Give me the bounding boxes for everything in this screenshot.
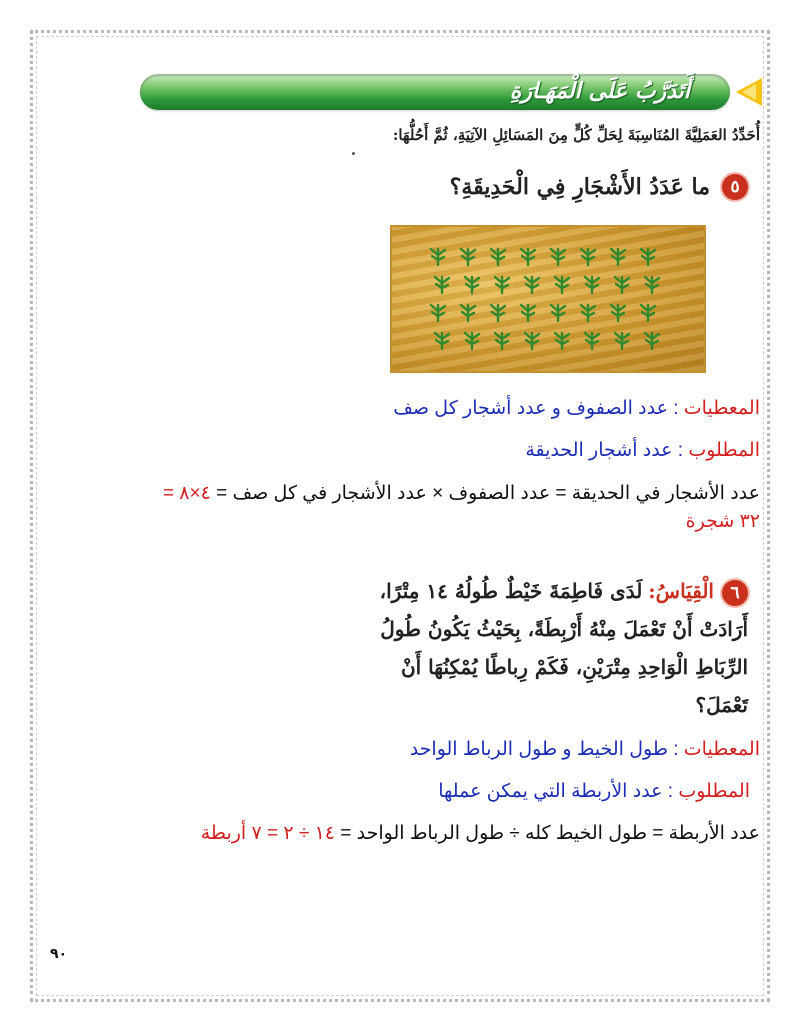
tree-icon xyxy=(431,249,445,265)
q5-solution-expression: ٤×٨ = xyxy=(162,483,211,504)
tree-icon xyxy=(491,249,505,265)
question-5-text: ما عَدَدُ الأَشْجَارِ فِي الْحَدِيقَةِ؟ xyxy=(449,174,710,200)
tree-icon xyxy=(495,333,509,349)
q5-given-line xyxy=(393,397,760,420)
question-6-text-3: الرِّبَاطِ الْوَاحِدِ مِتْرَيْنِ، فَكَمْ رِباطًا يُمْكِنُهَا أَنْ xyxy=(400,655,748,679)
question-6-text-4: تَعْمَلَ؟ xyxy=(695,693,748,717)
tree-icon xyxy=(521,249,535,265)
tree-icon xyxy=(461,305,475,321)
question-5-number-badge: ٥ xyxy=(722,174,748,200)
tree-icon xyxy=(525,333,539,349)
tree-icon xyxy=(615,277,629,293)
tree-icon xyxy=(465,333,479,349)
tree-icon xyxy=(555,333,569,349)
tree-icon xyxy=(585,277,599,293)
q6-solution-line xyxy=(201,822,760,845)
question-6-label: الْقِيَاسُ: xyxy=(648,579,714,603)
q6-solution-text: عدد الأربطة = طول الخيط كله ÷ طول الرباط الواحد = xyxy=(335,823,760,844)
q5-solution-line xyxy=(163,482,760,505)
tree-icon xyxy=(525,277,539,293)
q5-required-line xyxy=(525,439,760,462)
q5-required-label: المطلوب xyxy=(688,440,760,461)
tree-icon xyxy=(465,277,479,293)
tree-icon xyxy=(555,277,569,293)
question-6-text-1: لَدَى فَاطِمَةَ خَيْطٌ طُولُهُ ١٤ مِتْرًا، xyxy=(379,579,643,603)
banner-arrow-highlight xyxy=(742,84,756,100)
tree-icon xyxy=(431,305,445,321)
tree-icon xyxy=(645,333,659,349)
instruction-text: أُحَدِّدُ العَمَلِيَّةَ المُنَاسِبَةَ لِحَلِّ كُلٍّ مِنَ المَسَائِلِ الآتِيَةِ، ثُمَّ أَحُلُّهَا: xyxy=(392,126,760,144)
tree-icon xyxy=(521,305,535,321)
skill-practice-banner xyxy=(140,74,762,112)
tree-icon xyxy=(435,333,449,349)
tree-icon xyxy=(615,333,629,349)
q5-required-text: : عدد أشجار الحديقة xyxy=(525,440,689,461)
tree-icon xyxy=(495,277,509,293)
tree-icon xyxy=(611,249,625,265)
tree-icon xyxy=(645,277,659,293)
tree-icon xyxy=(461,249,475,265)
q6-required-label: المطلوب xyxy=(678,781,750,802)
garden-image xyxy=(390,225,706,373)
question-6 xyxy=(228,572,748,724)
question-6-number-badge: ٦ xyxy=(722,580,748,606)
garden-trees xyxy=(390,225,706,373)
tree-icon xyxy=(435,277,449,293)
tree-icon xyxy=(611,305,625,321)
q5-given-label: المعطيات xyxy=(683,398,760,419)
q6-required-text: : عدد الأربطة التي يمكن عملها xyxy=(438,781,679,802)
banner-title: أَتَدَرَّبُ عَلَى الْمَهَـارَةِ xyxy=(509,78,690,104)
tree-icon xyxy=(491,305,505,321)
question-5 xyxy=(450,174,748,200)
q5-solution-result-line xyxy=(686,510,760,533)
tree-icon xyxy=(641,305,655,321)
stray-dot xyxy=(352,152,355,155)
question-6-line-1 xyxy=(228,572,748,610)
q5-solution-result: ٣٢ شجرة xyxy=(685,511,760,532)
tree-icon xyxy=(585,333,599,349)
tree-icon xyxy=(551,249,565,265)
question-6-text-2: أَرَادَتْ أَنْ تَعْمَلَ مِنْهُ أَرْبِطَةً، بِحَيْثُ يَكُونُ طُولُ xyxy=(380,617,748,641)
q5-given-text: : عدد الصفوف و عدد أشجار كل صف xyxy=(393,398,684,419)
page-number: ٩٠ xyxy=(50,946,68,962)
tree-icon xyxy=(581,249,595,265)
q6-given-text: : طول الخيط و طول الرباط الواحد xyxy=(409,739,684,760)
q6-solution-expression: ١٤ ÷ ٢ = ٧ أربطة xyxy=(200,823,335,844)
q6-required-line xyxy=(438,780,750,803)
tree-icon xyxy=(551,305,565,321)
q6-given-line xyxy=(410,738,760,761)
q6-given-label: المعطيات xyxy=(683,739,760,760)
q5-solution-text: عدد الأشجار في الحديقة = عدد الصفوف × عدد الأشجار في كل صف = xyxy=(210,483,760,504)
tree-icon xyxy=(641,249,655,265)
tree-icon xyxy=(581,305,595,321)
